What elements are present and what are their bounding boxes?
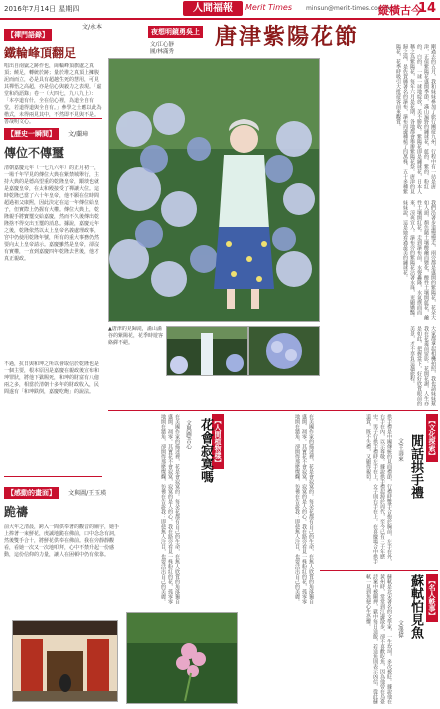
article-body: 蘇軾是北宋著名的文學家，一生坎坷，多次被貶。據說他在黃州時，常常到江邊散步，卻不喜歡吃魚，因為他曾在烏臺詩案中被關押，獄中每日送飯，若送魚則表示凶信，從此蘇軾一見到魚便心生恐懼。 xyxy=(365,574,392,704)
article-body: 在美國作家的描述裡，花是會寂寞的。每朵花都有自己的生命，在無人欣賞的角落獨自盛開、凋零。其實花不會寂寞，寂寞的是人的心。我在路旁看見一株粉紅的花，孤零零地開在牆角，卻開得那麼燦爛，彷彿在告訴我：即使無人注目，也要活出自己的美麗。 xyxy=(160,414,180,604)
article-body: 在美國作家的描述裡，花是會寂寞的。每朵花都有自己的生命，在無人欣賞的角落獨自盛開、凋零。其實花不會寂寞，寂寞的是人的心。我在路旁看見一株粉紅的花，孤零零地開在牆角，卻開得那麼燦爛，彷彿在告訴我：即使無人注目，也要活出自己的美麗。 xyxy=(294,414,314,604)
divider xyxy=(4,476,102,477)
issue-date: 2016年7月14日 星期四 xyxy=(4,5,80,13)
waterfall-photo xyxy=(166,326,248,376)
pink-flower-photo xyxy=(126,612,238,704)
divider xyxy=(108,410,438,411)
article-title: 傳位不傳璽 xyxy=(4,146,65,160)
feature-body: 大家都拿起相機拍照，我也請妹妹幫我在花叢前留影。花開花謝，人生亦是如此，把握當下，好好欣賞眼前的美景，才不辜負這趟旅程。 xyxy=(409,326,436,406)
divider xyxy=(4,118,102,119)
feature-kicker: 夜想明鏡勇吳上 xyxy=(148,26,203,38)
hydrangea-portrait-photo xyxy=(108,58,320,322)
feature-byline: 文/江心靜 圖/林滿秀 xyxy=(150,42,174,55)
divider xyxy=(320,570,438,571)
byline: 文/王壽來 xyxy=(397,438,403,462)
article-title: 蘇軾怕見魚 xyxy=(408,574,423,639)
article-title: 閒話拱手禮 xyxy=(408,434,423,499)
article-body: 唱出自南嶽之跡作也，崗輪峰頂旗處之真頂；饒足，轉統於跡；量於堆之真頂上擁腹泥而而立，必是具有超越生死的慧用，可見其禪悟之高超，亦是信心與毅力之表現。「虛堂和尚語錄」卷一（大四七，九八九上）：「本亭道有什，全在信心裡，為道全自有堂，若道得道與全自有。」參學之士應以此為楷式，未得兩見其中，不然即不見與不是。善哉明文心。 xyxy=(4,63,102,125)
temple-photo xyxy=(12,620,118,702)
article-body: 不過，抗日與和珅之所以會取信於乾隆也是一個主要，根本原因是嘉慶在親政後宣布和珅罪狀，將他下獄賜死，和珅的財富有八億兩之多，相當於清朝十多年的財政收入，民間遂有「和珅跌倒，嘉慶吃飽」的說法。 xyxy=(4,361,100,395)
masthead-english: Merit Times xyxy=(245,3,293,12)
photo-caption: ▲唐津的見歸滝，滿山滿谷的紫陽花，花季時遊客絡繹不絕。 xyxy=(108,326,164,346)
byline: 文與圖/王玉瑛 xyxy=(68,490,107,497)
article-title: 花會寂寞嗎 xyxy=(198,418,213,483)
section-tag: 【感動的畫面】 xyxy=(4,487,59,499)
section-tag: 【文化探索】 xyxy=(426,414,438,462)
article-title: 鐵輪峰頂翻足 xyxy=(4,46,77,60)
section-tag: 【人間植物樣】 xyxy=(212,414,224,469)
article-body: 清朝嘉慶元年（一七九六年）的正月初一，一場千年罕見的傳位大典在紫禁城舉行，主持大典的是德高望重的乾隆皇帝，顒琰也就是嘉慶皇帝，在太和殿接受了禪讓大位。這時乾隆已當了六十年皇帝，他不願在位時間超過祖父康熙，因此決定在這一年傳位給皇子，但實際上仍握有大權。傳位大典上，乾隆親手將寶璽交給嘉慶，然而不久後傳出乾隆捨不得交出玉璽的消息。據說，嘉慶元年之後，乾隆依然以太上皇帝名義處理政事，宮中仍使用乾隆年號，所有的重大事務仍然要向太上皇帝請示。嘉慶雖然是皇帝，卻沒有實權，一直到嘉慶四年乾隆去世後，他才真正親政。 xyxy=(4,165,100,262)
feature-title: 唐津紫陽花節 xyxy=(215,24,360,50)
article-body: 前大年之清晨，跨入一間供奉著的觀音的廟宇，她手上捧著一束鮮花，虔誠地跪在佛前，口中念念有詞，然後雙手合十，將鮮花供奉在佛前。我在旁靜靜觀看，看她一次又一次地叩拜，心中不禁升起一份感動，這份信仰的力量，讓人在困頓中仍有依靠。 xyxy=(4,524,120,558)
section-title: 縱橫古今 xyxy=(378,4,422,17)
feature-body: 我們沿著步道慢慢走，兩旁都是盛開的紫陽花，花朵大如人頭，顏色隨土壤酸鹼而變化，酸性土壤開藍花，鹼性土壤開紅花。走到瀑布前，水聲轟隆，水氣撲面而來，涼爽宜人。瀑布旁的紫陽花沾著水珠，更顯嬌豔。妹妹說，這是她看過最美的繡球花。 xyxy=(402,200,436,320)
byline: 文與圖/古心 xyxy=(185,420,191,450)
masthead-logo: 人間福報 xyxy=(183,1,243,16)
zen-quote-section xyxy=(4,22,102,125)
page-number: 14 xyxy=(418,1,437,16)
history-section xyxy=(4,121,102,489)
section-tag: 【名人軼事】 xyxy=(426,574,438,622)
byline: 文/張偉 xyxy=(397,620,403,639)
article-body: 拱手禮是中國傳統的見面禮節，行禮時雙手合抱於胸前，左手在外，右手在內，以示尊敬。據說拱手禮起源於周代，至今已有三千年歷史。男子行拱手禮時左手在上，女子則右手在上。在喜慶場合中拱手道賀，既不失禮，又顯得親切。 xyxy=(365,414,392,564)
hydrangea-closeup-photo xyxy=(248,326,320,376)
website: minsun@merit-times.com.tw xyxy=(306,5,393,12)
byline: 文/蘭璋 xyxy=(68,131,89,138)
feature-body: 剛過去的五月，我和妹妹參加了旅行團遊九州，行程中有一站是唐津，正值紫陽花盛開季節，滿山遍野的繡球花，藍的、紫的、粉紅的、白的，一球一球地綻放，美不勝收。紫陽花即是繡球花，日本人稱之為紫陽花，每年六月是花期，各地都會舉辦紫陽花祭。唐津的見歸之滝，是佐賀縣著名的瀑布，瀑布周邊種植了四萬株、五十多種紫陽花，花季時吸引大批遊客前來觀賞。 xyxy=(395,44,436,194)
byline: 文/永本 xyxy=(81,24,102,31)
article-title: 跪禱 xyxy=(4,505,29,519)
moving-image-section xyxy=(4,480,122,616)
section-tag: 【歷史一瞬間】 xyxy=(4,128,59,140)
section-tag: 【禪門語錄】 xyxy=(4,29,52,41)
